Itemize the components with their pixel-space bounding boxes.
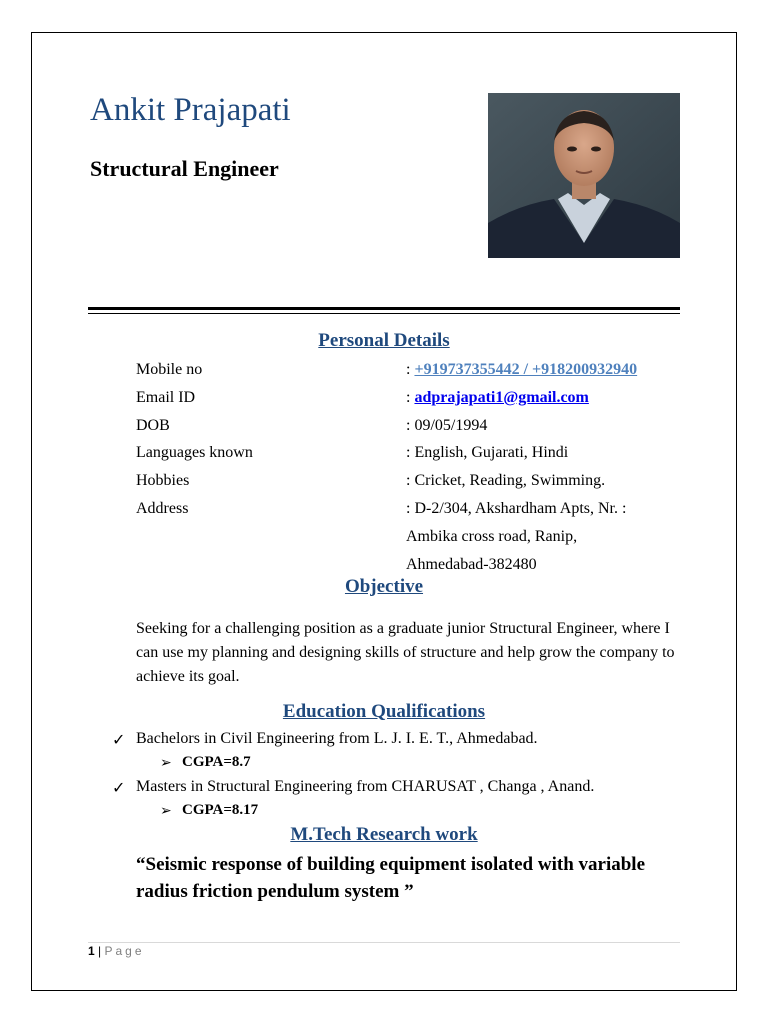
header-divider-thin [88,313,680,314]
check-icon: ✓ [112,780,126,797]
address-line-3: Ahmedabad-382480 [406,556,537,573]
page-separator: | [94,944,105,958]
candidate-title: Structural Engineer [90,156,279,181]
mobile-label: Mobile no [136,361,203,378]
research-heading: M.Tech Research work [290,824,478,845]
page-footer [88,944,145,958]
personal-details-heading: Personal Details [318,330,450,351]
languages-label: Languages known [136,444,253,461]
profile-photo [488,93,680,258]
education-heading: Education Qualifications [282,701,486,722]
email-colon: : [406,389,411,406]
dob-value: : 09/05/1994 [406,417,488,434]
education-cgpa-bachelors: CGPA=8.7 [182,754,251,770]
address-label: Address [136,500,189,517]
address-line-1: : D-2/304, Akshardham Apts, Nr. : [406,500,627,517]
dob-label: DOB [136,417,170,434]
candidate-name: Ankit Prajapati [90,92,291,128]
email-value-row [406,389,589,407]
mobile-value-row [406,361,637,379]
email-link[interactable]: adprajapati1@gmail.com [414,389,589,406]
arrow-bullet-icon: ➢ [160,804,172,819]
hobbies-label: Hobbies [136,472,190,489]
check-icon: ✓ [112,732,126,749]
research-title: “Seismic response of building equipment isolated with variable radius friction pendulum system ” [136,854,646,902]
mobile-link[interactable]: +919737355442 / +918200932940 [414,361,638,378]
hobbies-value: : Cricket, Reading, Swimming. [406,472,606,489]
mobile-colon: : [406,361,411,378]
education-item-bachelors: Bachelors in Civil Engineering from L. J. I. E. T., Ahmedabad. [136,730,538,747]
header-divider [88,307,680,310]
languages-value: : English, Gujarati, Hindi [406,444,569,461]
objective-text: Seeking for a challenging position as a graduate junior Structural Engineer, where I can use my planning and designing skills of structure and help grow the company to achieve its goal. [136,620,675,685]
address-line-2: Ambika cross road, Ranip, [406,528,578,545]
arrow-bullet-icon: ➢ [160,756,172,771]
education-item-masters: Masters in Structural Engineering from CHARUSAT , Changa , Anand. [136,778,595,795]
objective-heading: Objective [344,576,424,597]
page-number: 1 [88,944,95,958]
footer-divider [88,942,680,943]
page-label: Page [104,944,145,958]
email-label: Email ID [136,389,196,406]
education-cgpa-masters: CGPA=8.17 [182,802,259,818]
